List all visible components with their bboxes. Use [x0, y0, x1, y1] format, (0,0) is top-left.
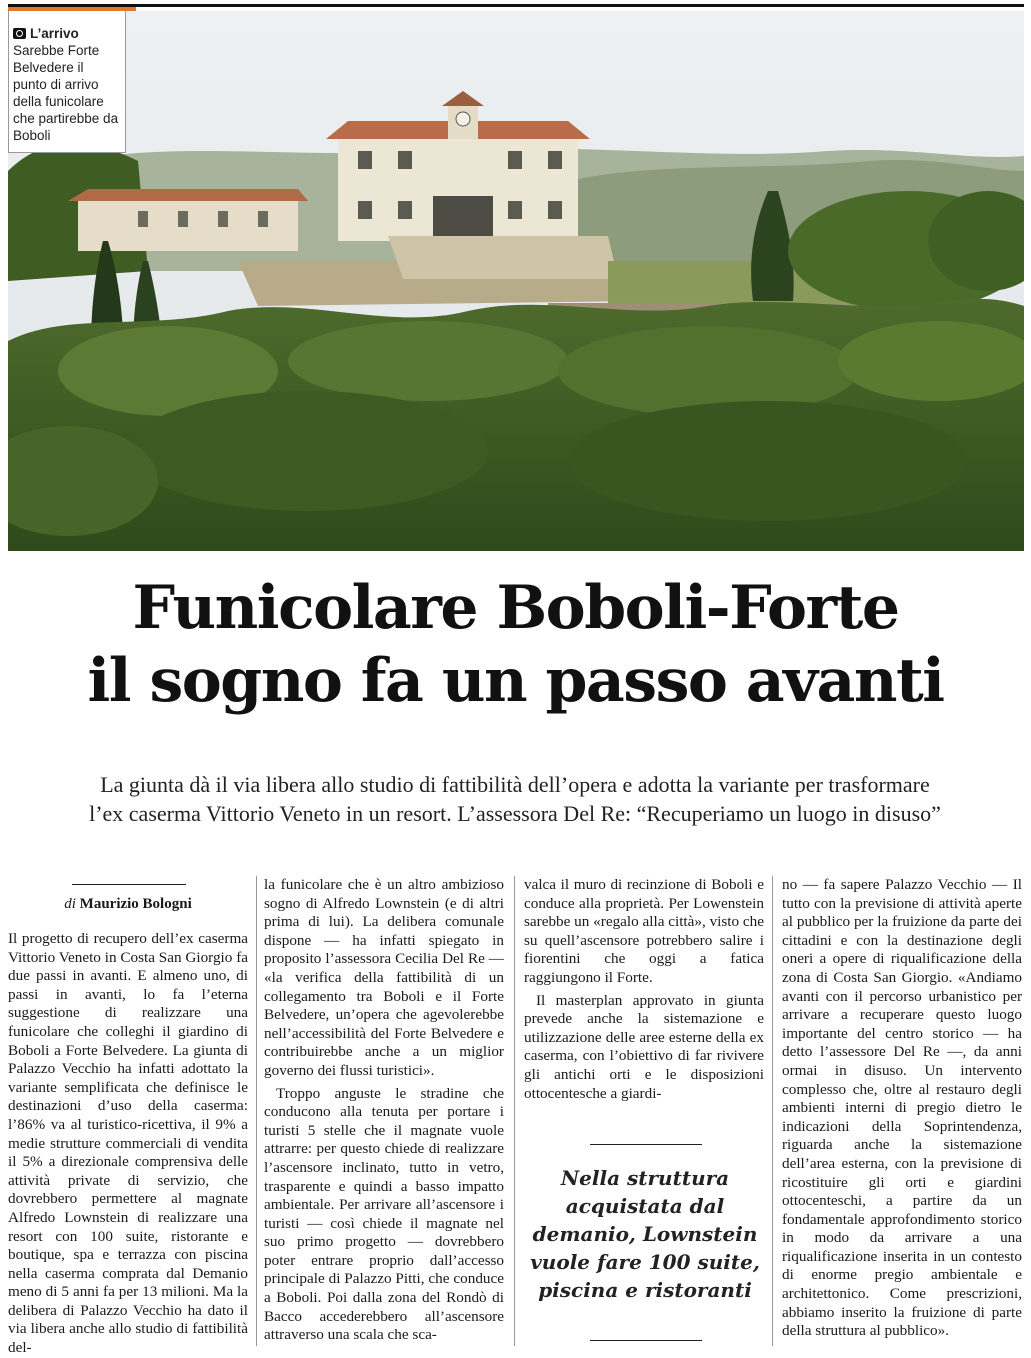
subheadline: [30, 770, 1000, 828]
photo-caption: [8, 11, 126, 153]
paragraph: Il progetto di recupero dell’ex caserma Vittorio Veneto in Costa San Giorgio fa due passi in avanti. E almeno uno, di passi in avanti, lo fa l’eterna suggestione di realizzare una funicolare che colleghi il giardino di Boboli a Forte Belvedere. La giunta di Palazzo Vecchio ha infatti adottato la variante semplificata che definisce le destinazioni d’uso della caserma: l’86% va al turistico-ricettiva, il 9% a medie strutture commerciali di vendita il 5% a direzionale comprensiva delle attività private di servizio, che dovrebbero permettere al magnate Alfredo Lownstein di realizzare una resort con 100 suite, ristorante e boutique, spa e terrazza con piscina nella caserma comprata dal Demanio meno di 5 anni fa per 13 milioni. Ma la delibera di Palazzo Vecchio ha dato il via libera anche allo studio di fattibilità del-: [8, 930, 248, 1357]
caption-title-row: [13, 25, 121, 42]
paragraph: Troppo anguste le stradine che conducono alla tenuta per portare i turisti 5 stelle che il magnate vuole attrarre: per questo chiede di realizzare l’ascensore inclinato, tutto in vetro, trasparente e quindi a basso impatto ambientale. Per arrivare all’ascensore i turisti — così chiede il magnate nel suo primo progetto — dovrebbero poter entrare proprio dall’accesso principale di Palazzo Pitti, che conduce a Boboli. Poi dalla zona del Rondò di Bacco accederebbero all’ascensore attraverso una scala che sca-: [264, 1084, 504, 1344]
subhead-line-1: La giunta dà il via libera allo studio di fattibilità dell’opera e adotta la variante per trasformare: [100, 772, 930, 797]
caption-text: Sarebbe Forte Belvedere il punto di arrivo della funicolare che partirebbe da Boboli: [13, 43, 119, 143]
paragraph: la funicolare che è un altro ambizioso sogno di Alfredo Lownstein (e di altri prima di lui). La delibera comunale dispone — ha infatti spiegato in proposito l’assessora Cecilia Del Re — «la verifica della fattibilità di un collegamento tra Boboli e il Forte Belvedere, un’opera che agevolerebbe nell’accessibilità del Forte Belvedere e contribuirebbe anche a un miglior governo dei flussi turistici».: [264, 876, 504, 1079]
headline-line-1: Funicolare Boboli-Forte: [132, 573, 899, 643]
subhead-line-2: l’ex caserma Vittorio Veneto in un resort. L’assessora Del Re: “Recuperiamo un luogo in disuso”: [89, 801, 941, 826]
paragraph: valca il muro di recinzione di Boboli e conduce alla proprietà. Per Lowenstein sarebbe un «regalo alla città», visto che su quell’ascensore potrebbero salire i fiorentini che oggi a fatica raggiungono il Forte.: [524, 876, 764, 986]
headline: [0, 572, 1031, 718]
byline-author: Maurizio Bologni: [79, 896, 192, 912]
pullquote-rule-top: [590, 1144, 702, 1145]
column-divider: [256, 876, 257, 1346]
column-divider: [514, 876, 515, 1346]
article-column-2: [264, 876, 504, 1345]
article-column-3: [524, 876, 764, 1103]
pullquote: Nella struttura acquistata dal demanio, Lownstein vuole fare 100 suite, piscina e ristoranti: [530, 1166, 760, 1302]
article-column-4: [782, 876, 1022, 1341]
byline-rule: [72, 884, 186, 885]
byline-prefix: di: [64, 896, 76, 912]
caption-title: L’arrivo: [30, 26, 79, 41]
camera-icon: [13, 28, 26, 39]
byline: [8, 896, 248, 913]
article-column-1: [8, 930, 248, 1358]
paragraph: no — fa sapere Palazzo Vecchio — Il tutto con la previsione di attività aperte al pubblico per la fruizione da parte dei cittadini e con la destinazione degli oneri a opere di riqualificazione della zona di Costa San Giorgio. «Andiamo avanti con il percorso urbanistico per arrivare a recuperare questo luogo importante del centro storico — ha detto l’assessore Del Re —, da anni ormai in disuso. Un intervento complesso che, oltre al restauro degli ambienti interni di pregio dietro le indicazioni della Soprintendenza, riguarda anche la sistemazione dell’area esterna, con la previsione di ricostituire gli orti e giardini ottocenteschi, a partire da un fondamentale approfondimento storico in modo da arrivare a una riqualificazione inserita in un contesto di enorme pregio ambientale e architettonico. Come prescrizioni, abbiamo inserito la fruizione di parte della struttura al pubblico».: [782, 876, 1022, 1340]
top-rule: [8, 4, 1024, 7]
column-divider: [772, 876, 773, 1346]
paragraph: Il masterplan approvato in giunta prevede anche la sistemazione e utilizzazione delle aree esterne della ex caserma, con l’obiettivo di far rivivere gli antichi orti e le disposizioni ottocentesche a giardi-: [524, 991, 764, 1102]
pullquote-rule-bottom: [590, 1340, 702, 1341]
forte-belvedere-photo: [8, 11, 1024, 551]
headline-line-2: il sogno fa un passo avanti: [87, 646, 944, 716]
